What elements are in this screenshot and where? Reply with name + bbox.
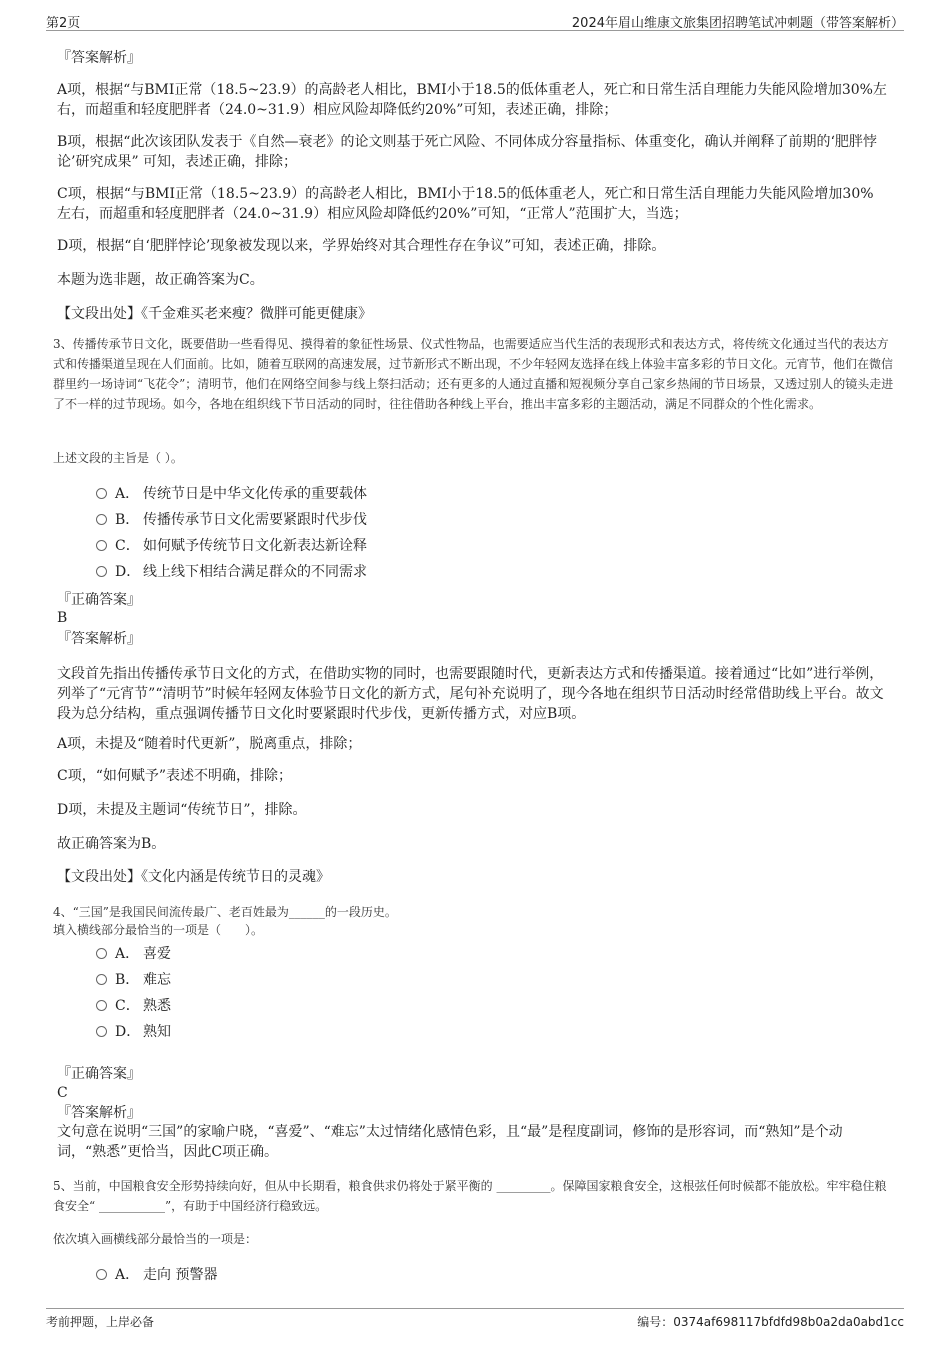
radio-button[interactable] — [96, 514, 107, 525]
q2-analysis-title: 『答案解析』 — [57, 50, 141, 66]
document-id: 编号：0374af698117bfdfd98b0a2da0abd1cc — [637, 1315, 904, 1329]
q2-conclusion: 本题为选非题，故正确答案为C。 — [57, 272, 264, 288]
q4-option-c[interactable]: C． 熟悉 — [96, 996, 171, 1016]
radio-button[interactable] — [96, 1026, 107, 1037]
q4-analysis-title: 『答案解析』 — [57, 1105, 141, 1121]
q3-conclusion: 故正确答案为B。 — [57, 836, 166, 852]
radio-button[interactable] — [96, 488, 107, 499]
q3-analysis: 文段首先指出传播传承节日文化的方式，在借助实物的同时，也需要跟随时代，更新表达方式和传播渠道。接着通过“比如”进行举例，列举了“元宵节”“清明节”时候年轻网友体验节日文化的新方式，尾句补充说明了，现今各地在组织节日活动时经常借助线上平台。故文段为总分结构，重点强调传播节日文化时要紧跟时代步伐，更新传播方式，对应B项。 — [57, 666, 884, 722]
q3-stem: 3、传播传承节日文化，既要借助一些看得见、摸得着的象征性场景、仪式性物品，也需要适应当代生活的表现形式和表达方式，将传统文化通过当代的表达方式和传播渠道呈现在人们面前。比如，随着互联网的高速发展，过节新形式不断出现，不少年轻网友选择在线上体验丰富多彩的节日文化。元宵节，他们在微信群里约一场诗词“飞花令”；清明节，他们在网络空间参与线上祭扫活动；还有更多的人通过直播和短视频分享自己家乡热闹的节日场景，又透过别人的镜头走进了不一样的过节现场。如今，各地在组织线下节日活动的同时，往往借助各种线上平台，推出丰富多彩的主题活动，满足不同群众的个性化需求。 — [53, 337, 894, 411]
q4-answer: C — [57, 1085, 68, 1101]
q3-source: 【文段出处】《文化内涵是传统节日的灵魂》 — [57, 869, 330, 885]
radio-button[interactable] — [96, 948, 107, 959]
page-header — [46, 10, 904, 31]
q4-option-b[interactable]: B． 难忘 — [96, 970, 171, 990]
footer-slogan: 考前押题，上岸必备 — [46, 1315, 155, 1329]
q3-option-c[interactable]: C． 如何赋予传统节日文化新表达新诠释 — [96, 536, 367, 556]
q3-analysis-c: C项，“如何赋予”表述不明确，排除； — [57, 768, 293, 784]
q3-answer: B — [57, 610, 68, 626]
q2-source: 【文段出处】《千金难买老来瘦？微胖可能更健康》 — [57, 306, 372, 322]
q5-option-a[interactable]: A． 走向 预警器 — [96, 1265, 217, 1285]
radio-button[interactable] — [96, 540, 107, 551]
page-number: 第2页 — [46, 16, 81, 31]
q4-question: 填入横线部分最恰当的一项是（ ）。 — [53, 923, 264, 937]
q3-analysis-d: D项，未提及主题词“传统节日”，排除。 — [57, 802, 307, 818]
q3-option-d[interactable]: D． 线上线下相结合满足群众的不同需求 — [96, 562, 367, 582]
radio-button[interactable] — [96, 566, 107, 577]
radio-button[interactable] — [96, 1269, 107, 1280]
page-footer — [46, 1308, 904, 1329]
q2-analysis-b: B项，根据“此次该团队发表于《自然—衰老》的论文则基于死亡风险、不同体成分容量指标、体重变化，确认并阐释了前期的‘肥胖悖论’研究成果” 可知，表述正确，排除； — [57, 134, 877, 170]
q4-answer-title: 『正确答案』 — [57, 1066, 141, 1082]
q4-stem: 4、“三国”是我国民间流传最广、老百姓最为______的一段历史。 — [53, 905, 397, 919]
q3-analysis-title: 『答案解析』 — [57, 631, 141, 647]
q4-option-a[interactable]: A． 喜爱 — [96, 944, 171, 964]
radio-button[interactable] — [96, 974, 107, 985]
q3-question: 上述文段的主旨是（ ）。 — [53, 451, 183, 465]
q4-option-d[interactable]: D． 熟知 — [96, 1022, 171, 1042]
document-title: 2024年眉山维康文旅集团招聘笔试冲刺题（带答案解析） — [571, 16, 904, 31]
radio-button[interactable] — [96, 1000, 107, 1011]
q3-analysis-a: A项，未提及“随着时代更新”，脱离重点，排除； — [57, 736, 362, 752]
q4-analysis: 文句意在说明“三国”的家喻户晓，“喜爱”、“难忘”太过情绪化感情色彩，且“最”是程度副词，修饰的是形容词，而“熟知”是个动词，“熟悉”更恰当，因此C项正确。 — [57, 1124, 843, 1160]
q3-answer-title: 『正确答案』 — [57, 592, 141, 608]
q2-analysis-a: A项，根据“与BMI正常（18.5~23.9）的高龄老人相比，BMI小于18.5的低体重老人，死亡和日常生活自理能力失能风险增加30%左右，而超重和轻度肥胖者（24.0~31.9）相应风险却降低约20%”可知，表述正确，排除； — [57, 82, 887, 118]
q2-analysis-d: D项，根据“自‘肥胖悖论’现象被发现以来，学界始终对其合理性存在争议”可知，表述正确，排除。 — [57, 238, 666, 254]
q3-option-b[interactable]: B． 传播传承节日文化需要紧跟时代步伐 — [96, 510, 367, 530]
q3-option-a[interactable]: A． 传统节日是中华文化传承的重要载体 — [96, 484, 367, 504]
q5-stem: 5、当前，中国粮食安全形势持续向好，但从中长期看，粮食供求仍将处于紧平衡的 _________。保障国家粮食安全，这根弦任何时候都不能放松。牢牢稳住粮食安全“ ___________”，有助于中国经济行稳致远。 — [53, 1179, 887, 1213]
q2-analysis-c: C项，根据“与BMI正常（18.5~23.9）的高龄老人相比，BMI小于18.5的低体重老人，死亡和日常生活自理能力失能风险增加30%左右，而超重和轻度肥胖者（24.0~31.9）相应风险却降低约20%”可知，“正常人”范围扩大，当选； — [57, 186, 874, 222]
q5-question: 依次填入画横线部分最恰当的一项是： — [53, 1232, 258, 1246]
